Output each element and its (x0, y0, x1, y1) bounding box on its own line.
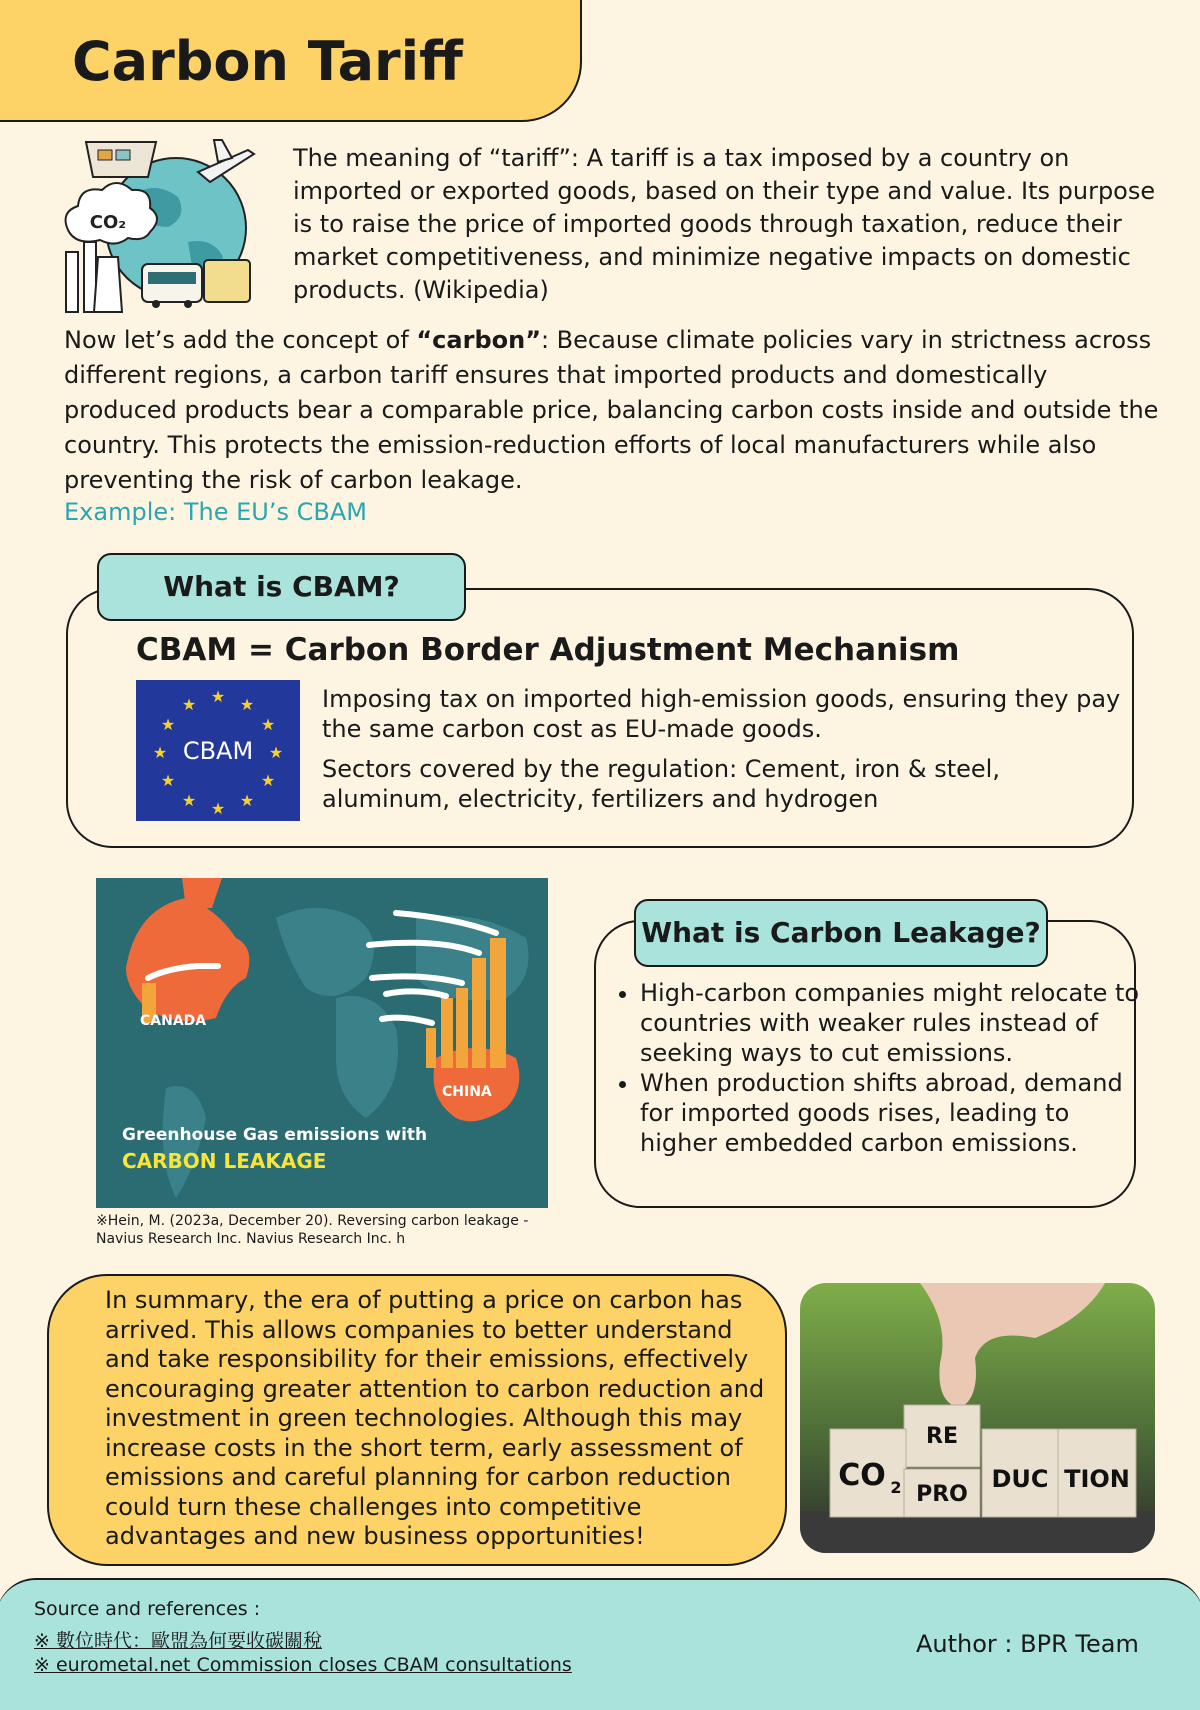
train-icon (142, 260, 250, 308)
svg-text:PRO: PRO (916, 1482, 968, 1507)
svg-text:RE: RE (926, 1424, 958, 1449)
svg-text:★: ★ (239, 791, 255, 810)
cbam-description (322, 684, 1122, 824)
source-link[interactable]: ※ 數位時代：歐盟為何要收碳關稅 (34, 1630, 322, 1652)
svg-text:★: ★ (181, 791, 197, 810)
svg-text:2: 2 (890, 1478, 902, 1497)
cbam-tab-label: What is CBAM? (97, 553, 466, 621)
carbon-leakage-tab-label: What is Carbon Leakage? (634, 899, 1048, 967)
source-item (34, 1654, 572, 1676)
co2-reduction-blocks-image (800, 1283, 1155, 1553)
carbon-para-rest: : Because climate policies vary in strictness across different regions, a carbon tariff ensures that imported products and domestically produced products bear a comparable price, balancing carbon costs inside and outside the country. This protects the emission-reduction efforts of local manufacturers while also preventing the risk of carbon leakage. (64, 326, 1159, 494)
list-item: • High-carbon companies might relocate to countries with weaker rules instead of seeking ways to cut emissions. (640, 978, 1140, 1068)
airplane-icon (198, 140, 254, 182)
globe-trade-illustration (58, 132, 258, 314)
svg-text:★: ★ (239, 695, 255, 714)
carbon-concept-paragraph (64, 323, 1164, 498)
svg-text:★: ★ (210, 687, 226, 706)
cbam-sectors: Sectors covered by the regulation: Cement, iron & steel, aluminum, electricity, fertilizers and hydrogen (322, 755, 1000, 813)
source-link[interactable]: ※ eurometal.net Commission closes CBAM consultations (34, 1654, 572, 1676)
tariff-definition: The meaning of “tariff”: A tariff is a tax imposed by a country on imported or exported goods, based on their type and value. Its purpose is to raise the price of imported goods through taxation, reduce their market competitiveness, and minimize negative impacts on domestic products. (Wikipedia) (293, 144, 1156, 304)
carbon-leakage-map-image (96, 878, 548, 1208)
svg-text:Greenhouse Gas emissions with: Greenhouse Gas emissions with (122, 1125, 428, 1145)
svg-text:★: ★ (160, 771, 176, 790)
summary-text: In summary, the era of putting a price on carbon has arrived. This allows companies to better understand and take responsibility for their emissions, effectively encouraging greater attention to carbon reduction and investment in green technologies. Although this may increase costs in the short term, early assessment of emissions and careful planning for carbon reduction could turn these challenges into competitive advantages and new business opportunities! (105, 1286, 765, 1550)
svg-text:TION: TION (1064, 1465, 1130, 1493)
svg-text:★: ★ (260, 771, 276, 790)
svg-text:CO: CO (838, 1458, 886, 1493)
svg-text:CBAM: CBAM (182, 737, 254, 765)
source-item (34, 1626, 322, 1653)
carbon-leakage-list (618, 978, 1140, 1158)
ship-icon (86, 142, 156, 177)
carbon-keyword: “carbon” (416, 326, 541, 354)
svg-text:★: ★ (152, 743, 168, 762)
sources-heading: Source and references : (34, 1598, 261, 1620)
svg-text:★: ★ (181, 695, 197, 714)
svg-text:★: ★ (210, 799, 226, 818)
svg-text:★: ★ (160, 715, 176, 734)
svg-text:★: ★ (260, 715, 276, 734)
page-title: Carbon Tariff (72, 30, 463, 93)
svg-text:CHINA: CHINA (442, 1084, 492, 1100)
map-citation: ※Hein, M. (2023a, December 20). Reversing carbon leakage - Navius Research Inc. Navius Research Inc. h (96, 1213, 529, 1247)
svg-text:★: ★ (268, 743, 284, 762)
eu-flag-icon (136, 680, 300, 821)
cbam-tax-description: Imposing tax on imported high-emission goods, ensuring they pay the same carbon cost as EU-made goods. (322, 685, 1121, 743)
carbon-para-prefix: Now let’s add the concept of (64, 326, 417, 354)
svg-text:CO₂: CO₂ (89, 212, 127, 233)
cbam-definition: CBAM = Carbon Border Adjustment Mechanism (136, 632, 960, 668)
svg-text:CANADA: CANADA (140, 1013, 207, 1029)
example-link[interactable]: Example: The EU’s CBAM (64, 498, 367, 526)
svg-text:DUC: DUC (991, 1465, 1049, 1493)
author-credit: Author : BPR Team (916, 1630, 1139, 1658)
svg-text:CARBON LEAKAGE: CARBON LEAKAGE (122, 1149, 327, 1173)
list-item: • When production shifts abroad, demand for imported goods rises, leading to higher embedded carbon emissions. (640, 1068, 1140, 1158)
co2-cloud-icon (66, 183, 157, 244)
